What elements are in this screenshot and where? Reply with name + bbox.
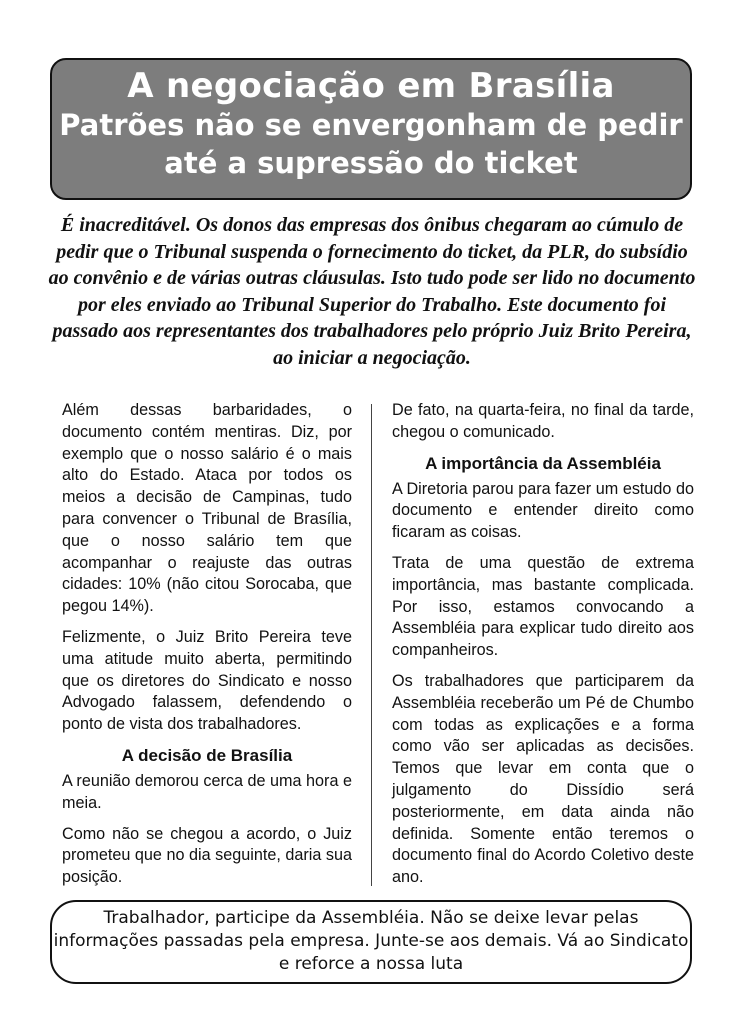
right-section-heading: A importância da Assembléia [425, 453, 661, 473]
left-paragraph-2: Felizmente, o Juiz Brito Pereira teve uma atitude muito aberta, permitindo que os diretores do Sindicato e nosso Advogado falassem, defendendo o ponto de vista dos trabalhadores. [62, 627, 352, 734]
left-column [62, 400, 352, 898]
right-paragraph-2: A Diretoria parou para fazer um estudo do documento e entender direito como ficaram as coisas. [392, 479, 694, 542]
column-divider [371, 404, 372, 886]
footer-callout: Trabalhador, participe da Assembléia. Não se deixe levar pelas informações passadas pela empresa. Junte-se aos demais. Vá ao Sindicato e reforce a nossa luta [50, 900, 692, 984]
right-paragraph-4: Os trabalhadores que participarem da Assembléia receberão um Pé de Chumbo com todas as explicações e a forma como vão ser aplicadas as decisões. Temos que levar em conta que o julgamento do Dissídio será posteriormente, em data ainda não definida. Somente então teremos o documento final do Acordo Coletivo deste ano. [392, 671, 694, 887]
left-section-heading: A decisão de Brasília [121, 745, 293, 765]
headline-subtitle-line1: Patrões não se envergonham de pedir [59, 108, 683, 142]
intro-paragraph: É inacreditável. Os donos das empresas dos ônibus chegaram ao cúmulo de pedir que o Tribunal suspenda o fornecimento do ticket, da PLR, do subsídio ao convênio e de várias outras cláusulas. Isto tudo pode ser lido no documento por eles enviado ao Tribunal Superior do Trabalho. Este documento foi passado aos representantes dos trabalhadores pelo próprio Juiz Brito Pereira, ao iniciar a negociação. [48, 214, 696, 369]
left-paragraph-3: A reunião demorou cerca de uma hora e meia. [62, 771, 352, 812]
right-column [392, 400, 694, 898]
left-paragraph-4: Como não se chegou a acordo, o Juiz prometeu que no dia seguinte, daria sua posição. [62, 824, 352, 887]
headline-subtitle-line2: até a supressão do ticket [164, 146, 578, 180]
left-paragraph-1: Além dessas barbaridades, o documento contém mentiras. Diz, por exemplo que o nosso salário é o mais alto do Estado. Ataca por todos os meios a decisão de Campinas, tudo para convencer o Tribunal de Brasília, que o nosso salário tem que acompanhar o reajuste das outras cidades: 10% (não citou Sorocaba, que pegou 14%). [62, 401, 352, 616]
right-paragraph-1: De fato, na quarta-feira, no final da tarde, chegou o comunicado. [392, 401, 694, 441]
headline-title: A negociação em Brasília [127, 66, 615, 106]
headline-box [50, 58, 692, 200]
right-paragraph-3: Trata de uma questão de extrema importância, mas bastante complicada. Por isso, estamos convocando a Assembléia para explicar tudo direito aos companheiros. [392, 553, 694, 660]
